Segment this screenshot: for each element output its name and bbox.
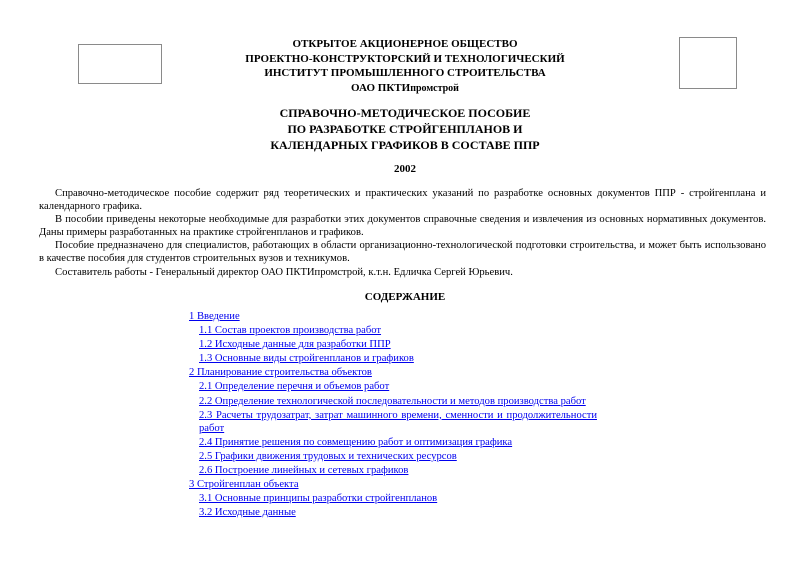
toc-link-introduction[interactable]: 1 Введение [189,311,240,322]
intro-paragraph: Составитель работы - Генеральный директор ОАО ПКТИпромстрой, к.т.н. Едличка Сергей Юрьевич. [55,266,513,278]
title-line-2: ПО РАЗРАБОТКЕ СТРОЙГЕНПЛАНОВ И [287,122,523,136]
title-line-3: КАЛЕНДАРНЫХ ГРАФИКОВ В СОСТАВЕ ППР [270,138,540,152]
intro-paragraph: Пособие предназначено для специалистов, работающих в области организационно-технологической подготовки строительства, и может быть использовано в качестве пособия для студентов строительных вузов и техникумов. [39,240,766,265]
toc-link-1-3[interactable]: 1.3 Основные виды стройгенпланов и графиков [199,353,414,365]
toc-link-3-2[interactable]: 3.2 Исходные данные [199,507,296,519]
org-line-1: ОТКРЫТОЕ АКЦИОНЕРНОЕ ОБЩЕСТВО [292,38,518,50]
toc-link-2-2[interactable]: 2.2 Определение технологической последовательности и методов производства работ [199,395,586,407]
toc-link-2-3[interactable]: 2.3 Расчеты трудозатрат, затрат машинного времени, сменности и продолжительности работ [199,409,597,434]
org-line-3: ИНСТИТУТ ПРОМЫШЛЕННОГО СТРОИТЕЛЬСТВА [264,67,546,79]
toc-link-2-4[interactable]: 2.4 Принятие решения по совмещению работ и оптимизация графика [199,436,513,448]
title-line-1: СПРАВОЧНО-МЕТОДИЧЕСКОЕ ПОСОБИЕ [279,106,531,120]
table-of-contents [189,309,597,519]
image-placeholder-right [679,37,737,89]
toc-link-2-6[interactable]: 2.6 Построение линейных и сетевых графиков [199,465,409,477]
toc-link-3-1[interactable]: 3.1 Основные принципы разработки стройгенпланов [199,493,438,505]
toc-link-section-2[interactable]: 2 Планирование строительства объектов [189,367,372,379]
org-line-2: ПРОЕКТНО-КОНСТРУКТОРСКИЙ И ТЕХНОЛОГИЧЕСКИЙ [245,52,565,65]
intro-paragraph: Справочно-методическое пособие содержит ряд теоретических и практических указаний по разработке основных документов ППР - стройгенплана и календарного графика. [39,188,766,213]
toc-link-1-1[interactable]: 1.1 Состав проектов производства работ [199,325,382,337]
organization-header [180,37,630,96]
contents-heading: СОДЕРЖАНИЕ [364,291,446,303]
org-abbrev: ОАО ПКТИ [351,81,411,94]
introduction [39,187,766,279]
document-title [180,105,630,153]
toc-link-2-1[interactable]: 2.1 Определение перечня и объемов работ [199,381,390,393]
intro-paragraph: В пособии приведены некоторые необходимые для разработки этих документов справочные сведения и извлечения из основных нормативных документов. Даны примеры разработанных на практике стройгенпланов и графиков. [39,214,766,239]
toc-link-section-3[interactable]: 3 Стройгенплан объекта [189,479,299,491]
toc-link-1-2[interactable]: 1.2 Исходные данные для разработки ППР [199,339,391,351]
org-abbrev-suffix: промстрой [410,82,459,94]
toc-link-2-5[interactable]: 2.5 Графики движения трудовых и технических ресурсов [199,450,457,462]
image-placeholder-left [78,44,162,84]
publication-year: 2002 [394,163,416,175]
org-line-4 [180,81,630,97]
